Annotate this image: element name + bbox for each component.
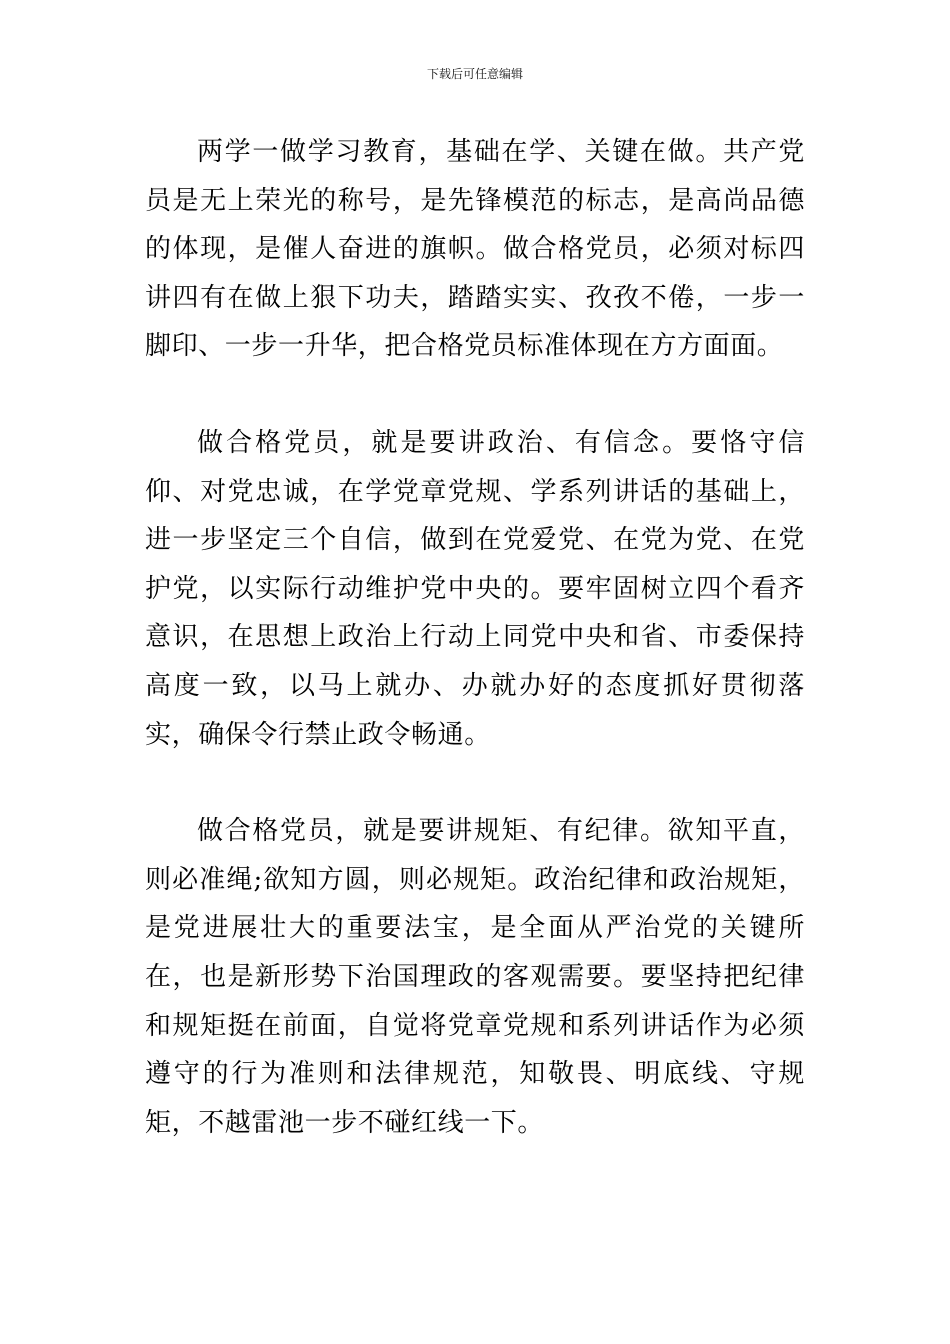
page-header-note: 下载后可任意编辑: [426, 67, 523, 81]
document-body: [145, 128, 805, 1147]
paragraph-3: 做合格党员，就是要讲规矩、有纪律。欲知平直，则必准绳;欲知方圆，则必规矩。政治纪律和政治规矩，是党进展壮大的重要法宝，是全面从严治党的关键所在，也是新形势下治国理政的客观需要。要坚持把纪律和规矩挺在前面，自觉将党章党规和系列讲话作为必须遵守的行为准则和法律规范，知敬畏、明底线、守规矩，不越雷池一步不碰红线一下。: [145, 816, 805, 1138]
paragraph-2: 做合格党员，就是要讲政治、有信念。要恪守信仰、对党忠诚，在学党章党规、学系列讲话的基础上，进一步坚定三个自信，做到在党爱党、在党为党、在党护党，以实际行动维护党中央的。要牢固树立四个看齐意识，在思想上政治上行动上同党中央和省、市委保持高度一致，以马上就办、办就办好的态度抓好贯彻落实，确保令行禁止政令畅通。: [145, 427, 805, 750]
paragraph-1: 两学一做学习教育，基础在学、关键在做。共产党员是无上荣光的称号，是先锋模范的标志，是高尚品德的体现，是催人奋进的旗帜。做合格党员，必须对标四讲四有在做上狠下功夫，踏踏实实、孜孜不倦，一步一脚印、一步一升华，把合格党员标准体现在方方面面。: [145, 137, 805, 362]
